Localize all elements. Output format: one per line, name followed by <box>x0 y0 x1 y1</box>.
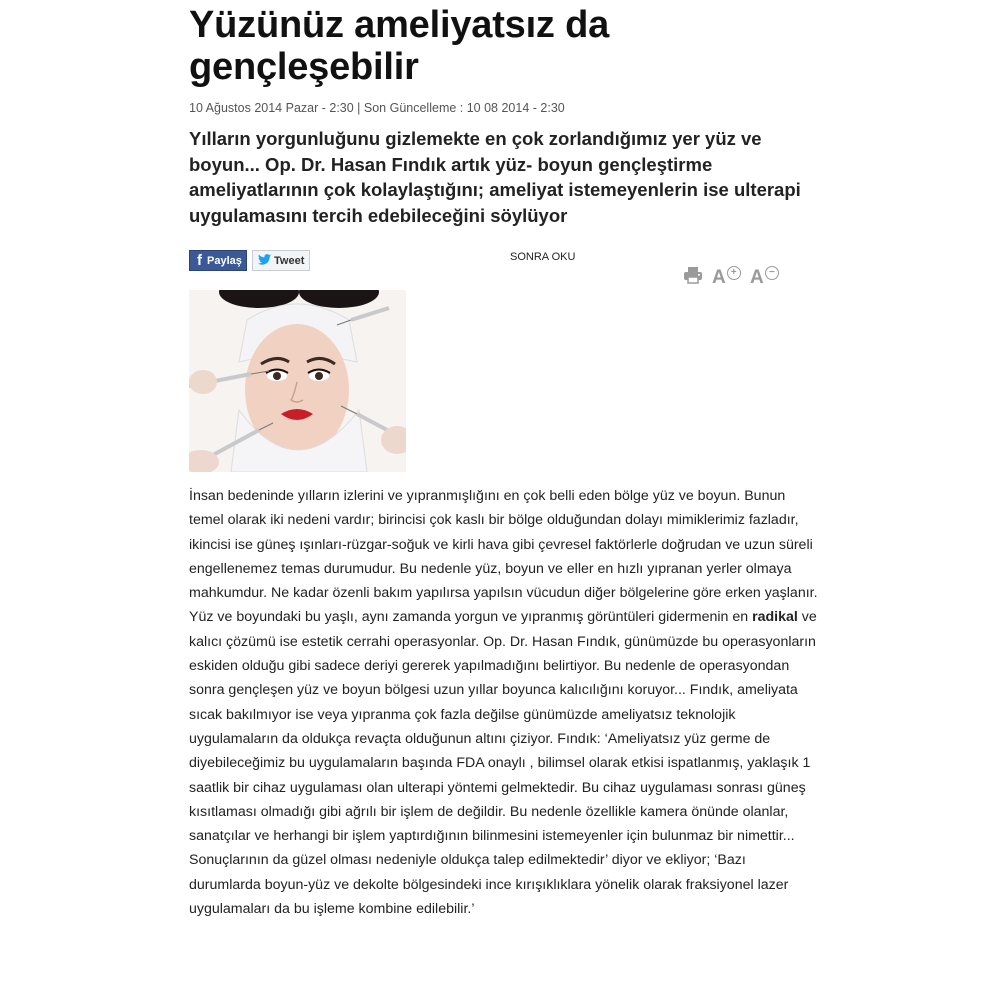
woman-face-illustration <box>189 290 406 472</box>
font-increase-icon: A + <box>712 266 741 289</box>
facebook-icon: f <box>197 252 202 269</box>
tweet-button[interactable] <box>252 250 310 271</box>
article-dateline: 10 Ağustos 2014 Pazar - 2:30 | Son Güncelleme : 10 08 2014 - 2:30 <box>189 101 565 115</box>
article-lead: Yılların yorgunluğunu gizlemekte en çok zorlandığımız yer yüz ve boyun... Op. Dr. Hasan Fındık artık yüz- boyun gençleştirme ameliyatlarının çok kolaylaştığını; ameliyat istemeyenlerin ise ulterapi uygulamasını tercih edebileceğini söylüyor <box>189 128 801 226</box>
facebook-share-label: Paylaş <box>207 254 242 267</box>
font-decrease-button[interactable] <box>750 265 779 289</box>
twitter-bird-icon <box>258 254 271 268</box>
article-body: İnsan bedeninde yılların izlerini ve yıpranmışlığını en çok belli eden bölge yüz ve boyun. Bunun temel olarak iki nedeni vardır; birincisi çok kaslı bir bölge olduğundan dolayı mimiklerimiz fazladır, ikincisi ise güneş ışınları-rüzgar-soğuk ve kirli hava gibi çevresel faktörlerle doğrudan ve uzun süreli engellenemez temas durumudur. Bu nedenle yüz, boyun ve eller en hızlı yıpranan yerler olmaya mahkumdur. Ne kadar özenli bakım yapılırsa yapılsın vücudun diğer bölgelerine göre erken yaşlanır. Yüz ve boyundaki bu yaşlı, aynı zamanda yorgun ve yıpranmış görüntüleri gidermenin en radikal ve kalıcı çözümü ise estetik cerrahi operasyonlar. Op. Dr. Hasan Fındık, günümüzde bu operasyonların eskiden olduğu gibi sadece deriyi gererek yapılmadığını belirtiyor. Bu nedenle de operasyondan sonra gençleşen yüz ve boyun bölgesi uzun yıllar boyunca kalıcılığını koruyor... Fındık, ameliyata sıcak bakılmıyor ise veya yıpranma çok fazla değilse günümüzde ameliyatsız teknolojik uygulamaların da oldukça revaçta olduğunun altını çiziyor. Fındık: ‘Ameliyatsız yüz germe de diyebileceğimiz bu uygulamaların başında FDA onaylı , bilimsel olarak etkisi ispatlanmış, yaklaşık 1 saatlik bir cihaz uygulaması olan ulterapi yöntemi gelmektedir. Bu cihaz uygulaması sonrası güneş kısıtlaması olmadığı gibi ağrılı bir işlem de değildir. Bu nedenle özellikle kamera önünde olanlar, sanatçılar ve herhangi bir işlem yaptırdığının bilinmesini istemeyenler için bulunmaz bir nimettir... Sonuçlarının da güzel olması nedeniyle oldukça talep edilmektedir’ diyor ve ekliyor; ‘Bazı durumlarda boyun-yüz ve dekolte bölgesindeki ince kırışıklıklara yönelik olarak fraksiyonel lazer uygulamaları da bu işleme kombine edilebilir.’ <box>189 488 818 918</box>
printer-icon <box>683 266 703 289</box>
highlighted-word: radikal <box>752 609 798 626</box>
facebook-share-button[interactable] <box>189 250 247 271</box>
font-decrease-icon: A − <box>750 266 779 289</box>
tweet-label: Tweet <box>274 254 305 267</box>
article-photo <box>189 290 406 472</box>
read-later-link[interactable]: SONRA OKU <box>510 251 576 263</box>
print-button[interactable] <box>683 265 703 289</box>
article-title: Yüzünüz ameliyatsız da gençleşebilir <box>189 4 610 88</box>
font-increase-button[interactable] <box>712 265 741 289</box>
